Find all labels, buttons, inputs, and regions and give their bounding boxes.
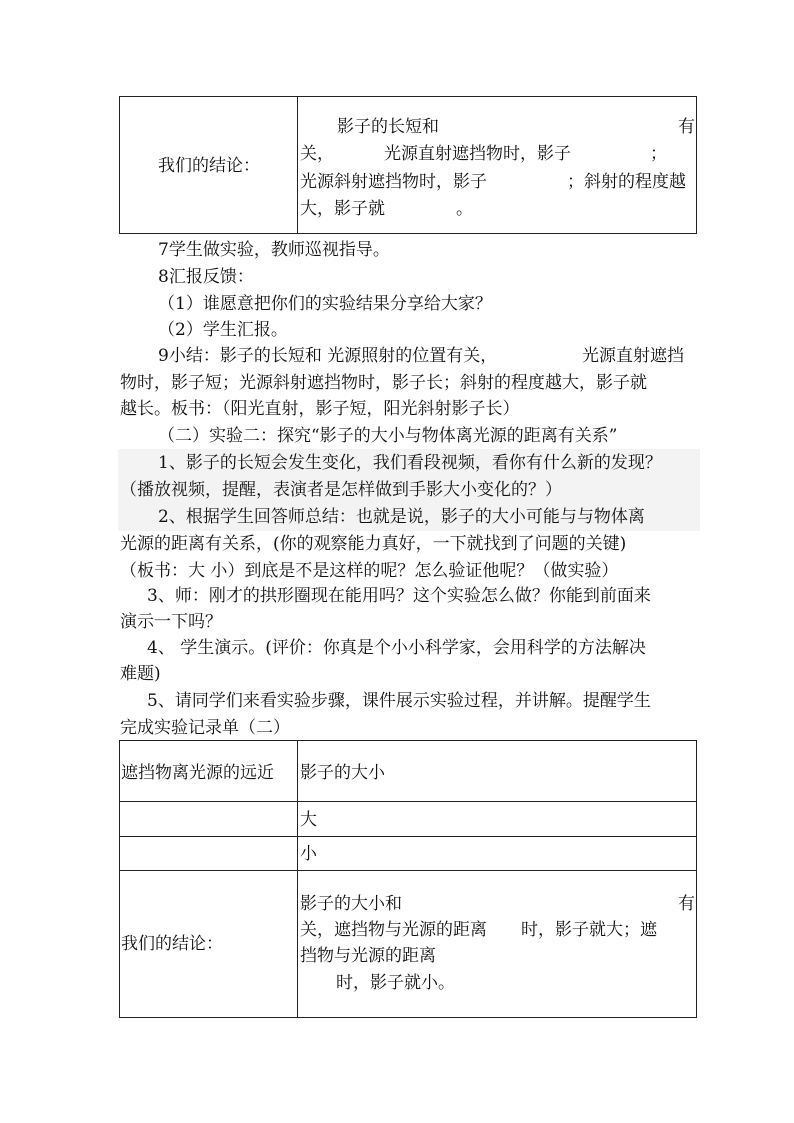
table1-line3b: ；斜射的程度越 [567,172,686,192]
step-2-line3: （板书：大 小）到底是不是这样的呢？怎么验证他呢？（做实验） [120,561,619,581]
step-1-line2: （播放视频，提醒，表演者是怎样做到手影大小变化的？） [120,480,562,500]
step-4-line2: 难题) [120,664,161,684]
step-4-line1: 4、 学生演示。(评价：你真是个小小科学家，会用科学的方法解决 [147,638,646,658]
table2-row-line-1 [119,801,697,802]
table2-conclusion-line3: 挡物与光源的距离 [300,946,436,966]
table2-divider [297,740,298,1018]
step-5-line2: 完成实验记录单（二） [120,718,290,738]
paragraph-9-line3: 越长。板书：（阳光直射，影子短，阳光斜射影子长） [120,399,520,419]
table2-label: 我们的结论： [121,934,223,954]
table1-line2a: 关， [300,144,334,164]
experiment-2-title: （二）实验二：探究“影子的大小与物体离光源的距离有关系” [158,426,618,446]
table2-conclusion-line2: 关，遮挡物与光源的距离 时，影子就大；遮 [300,920,657,940]
table2-conclusion-line4: 时，影子就小。 [336,973,455,993]
table1-line2c: ； [650,144,667,164]
table1-line4a: 大，影子就 [300,199,385,219]
paragraph-8: 8汇报反馈： [158,267,254,287]
step-2-line1: 2、根据学生回答师总结：也就是说，影子的大小可能与与物体离 [158,507,645,527]
paragraph-8-2: （2）学生汇报。 [158,320,288,340]
table2-header-distance: 遮挡物离光源的远近 [121,763,274,783]
table1-line1a: 影子的长短和 [337,117,439,137]
table2-row-line-3 [119,870,697,871]
step-3-line2: 演示一下吗？ [120,612,222,632]
table2-row1-value: 大 [300,810,317,830]
step-3-line1: 3、师：刚才的拱形圈现在能用吗？这个实验怎么做？你能到前面来 [147,586,651,606]
step-2-line2: 光源的距离有关系，(你的观察能力真好，一下就找到了问题的关键) [120,534,627,554]
table1-line1b: 有 [678,117,695,137]
paragraph-7: 7学生做实验，教师巡视指导。 [158,240,390,260]
paragraph-9-line1a: 9小结：影子的长短和 光源照射的位置有关， [158,346,498,366]
table2-conclusion-line1a: 影子的大小和 [300,894,402,914]
table1-line2b: 光源直射遮挡物时，影子 [384,144,571,164]
table1-line3a: 光源斜射遮挡物时，影子 [300,172,487,192]
table2-conclusion-line1b: 有 [678,894,695,914]
table2-row-line-2 [119,836,697,837]
step-5-line1: 5、请同学们来看实验步骤，课件展示实验过程，并讲解。提醒学生 [147,691,651,711]
paragraph-8-1: （1）谁愿意把你们的实验结果分享给大家？ [158,294,492,314]
table1-label: 我们的结论： [158,156,260,176]
table2-row2-value: 小 [300,844,317,864]
step-1-line1: 1、影子的长短会发生变化，我们看段视频，看你有什么新的发现？ [158,453,662,473]
table1-divider [297,96,298,234]
table1-line4b: 。 [456,199,473,219]
paragraph-9-line1b: 光源直射遮挡 [582,346,684,366]
table2-header-shadow-size: 影子的大小 [300,763,385,783]
paragraph-9-line2: 物时，影子短；光源斜射遮挡物时，影子长；斜射的程度越大，影子就 [120,373,647,393]
